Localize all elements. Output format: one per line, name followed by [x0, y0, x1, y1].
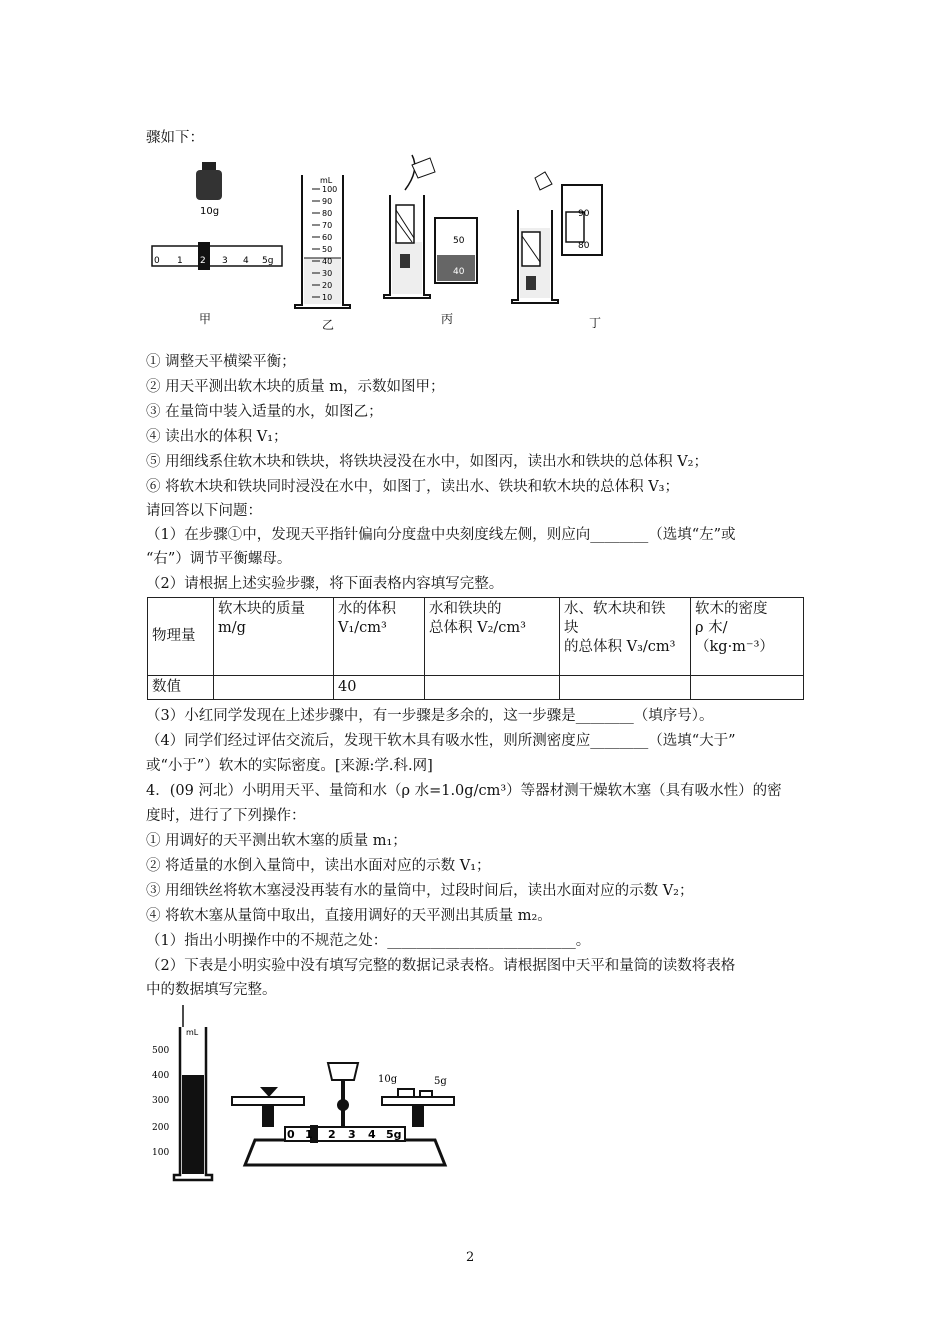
cylinder-tick: 40 — [322, 257, 333, 266]
balance-scale — [232, 1063, 454, 1165]
scale-tick: 1 — [305, 1128, 313, 1141]
table-cell: 水的体积 V₁/cm³ — [334, 598, 425, 676]
problem-line: ① 用调好的天平测出软木塞的质量 m₁； — [146, 833, 407, 849]
problem-line: 度时，进行了下列操作： — [146, 808, 306, 824]
caption-yi: 乙 — [322, 318, 335, 332]
cylinder-tick: 100 — [152, 1148, 170, 1158]
ruler-tick: 3 — [222, 256, 228, 266]
data-table — [147, 597, 804, 700]
step-line: ① 调整天平横梁平衡； — [146, 354, 296, 370]
cylinder-unit: mL — [186, 1028, 199, 1037]
inset-tick: 50 — [453, 236, 465, 246]
cylinder-tick: 50 — [322, 245, 333, 254]
graduated-cylinder-yi — [295, 175, 350, 308]
ruler-tick: 0 — [154, 256, 160, 266]
intro-line: 骤如下： — [146, 130, 204, 146]
table-header-row — [148, 598, 804, 676]
table-cell: 水和铁块的 总体积 V₂/cm³ — [425, 598, 560, 676]
scale-tick: 3 — [348, 1128, 356, 1141]
question-line: （2）请根据上述实验步骤，将下面表格内容填写完整。 — [146, 576, 504, 592]
weight-label: 10g — [378, 1074, 398, 1085]
question-line: （4）同学们经过评估交流后，发现干软木具有吸水性，则所测密度应________（选填“大于” — [146, 733, 736, 749]
step-line: ③ 在量筒中装入适量的水，如图乙； — [146, 404, 383, 420]
problem-line: 中的数据填写完整。 — [146, 982, 277, 998]
table-cell: 水、软木块和铁 块 的总体积 V₃/cm³ — [560, 598, 691, 676]
problem-line: ② 将适量的水倒入量筒中，读出水面对应的示数 V₁； — [146, 858, 491, 874]
cylinder-tick: 100 — [322, 185, 338, 194]
cylinder-tick: 30 — [322, 269, 333, 278]
table-cell: 物理量 — [148, 598, 214, 676]
table-row — [148, 676, 804, 700]
problem-line: 4．(09 河北）小明用天平、量筒和水（ρ 水=1.0g/cm³）等器材测干燥软木塞（具有吸水性）的密 — [146, 783, 782, 799]
question-line: （1）在步骤①中，发现天平指针偏向分度盘中央刻度线左侧，则应向________（选填“左”或 — [146, 527, 736, 543]
experiment-figure-2 — [150, 1005, 470, 1190]
problem-line: （1）指出小明操作中的不规范之处：__________________________。 — [146, 933, 591, 949]
scale-tick: 4 — [368, 1128, 376, 1141]
caption-ding: 丁 — [589, 316, 602, 330]
weight-label: 10g — [200, 206, 220, 217]
step-line: ② 用天平测出软木块的质量 m，示数如图甲； — [146, 379, 445, 395]
ruler-tick: 4 — [243, 256, 249, 266]
cylinder-tick: 60 — [322, 233, 333, 242]
cylinder-tick: 90 — [322, 197, 333, 206]
graduated-cylinder-ding — [512, 172, 602, 303]
graduated-cylinder-bing — [384, 155, 477, 298]
table-cell — [560, 676, 691, 700]
table-cell: 软木块的质量 m/g — [214, 598, 334, 676]
graduated-cylinder-500 — [152, 1005, 212, 1180]
table-cell: 数值 — [148, 676, 214, 700]
cylinder-tick: 500 — [152, 1046, 170, 1056]
ruler-tick: 5g — [262, 256, 274, 266]
cylinder-tick: 70 — [322, 221, 333, 230]
inset-tick: 80 — [578, 241, 590, 251]
question-line: “右”）调节平衡螺母。 — [146, 551, 292, 567]
question-line: （3）小红同学发现在上述步骤中，有一步骤是多余的，这一步骤是________（填序号）。 — [146, 708, 714, 724]
cylinder-tick: 300 — [152, 1096, 170, 1106]
caption-jia: 甲 — [199, 312, 212, 326]
problem-line: ④ 将软木塞从量筒中取出，直接用调好的天平测出其质量 m₂。 — [146, 908, 552, 924]
scale-tick: 2 — [328, 1128, 336, 1141]
inset-tick: 90 — [578, 209, 590, 219]
step-line: 请回答以下问题： — [146, 503, 262, 519]
cylinder-tick: 20 — [322, 281, 333, 290]
cylinder-tick: 80 — [322, 209, 333, 218]
problem-line: （2）下表是小明实验中没有填写完整的数据记录表格。请根据图中天平和量筒的读数将表格 — [146, 958, 736, 974]
experiment-figure-1 — [150, 150, 610, 340]
ruler-tick: 1 — [177, 256, 183, 266]
ruler-tick: 2 — [200, 256, 206, 266]
step-line: ④ 读出水的体积 V₁； — [146, 429, 288, 445]
cylinder-unit: mL — [320, 176, 333, 185]
scale-tick: 0 — [287, 1128, 295, 1141]
cylinder-tick: 10 — [322, 293, 333, 302]
page-number: 2 — [466, 1250, 475, 1265]
scale-tick: 5g — [386, 1128, 402, 1141]
cylinder-tick: 200 — [152, 1123, 170, 1133]
weight-10g-icon — [196, 162, 222, 217]
table-cell — [214, 676, 334, 700]
table-cell: 软木的密度 ρ 木/（kg·m⁻³） — [691, 598, 804, 676]
step-line: ⑤ 用细线系住软木块和铁块，将铁块浸没在水中，如图丙，读出水和铁块的总体积 V₂； — [146, 454, 708, 470]
table-cell — [425, 676, 560, 700]
weight-label: 5g — [434, 1076, 447, 1087]
step-line: ⑥ 将软木块和铁块同时浸没在水中，如图丁，读出水、铁块和软木块的总体积 V₃； — [146, 479, 679, 495]
table-cell — [691, 676, 804, 700]
inset-tick: 40 — [453, 267, 465, 277]
question-line: 或“小于”）软木的实际密度。[来源:学.科.网] — [146, 758, 433, 774]
problem-line: ③ 用细铁丝将软木塞浸没再装有水的量筒中，过段时间后，读出水面对应的示数 V₂； — [146, 883, 694, 899]
balance-ruler — [152, 242, 282, 270]
table-cell: 40 — [334, 676, 425, 700]
cylinder-tick: 400 — [152, 1071, 170, 1081]
caption-bing: 丙 — [441, 312, 454, 326]
